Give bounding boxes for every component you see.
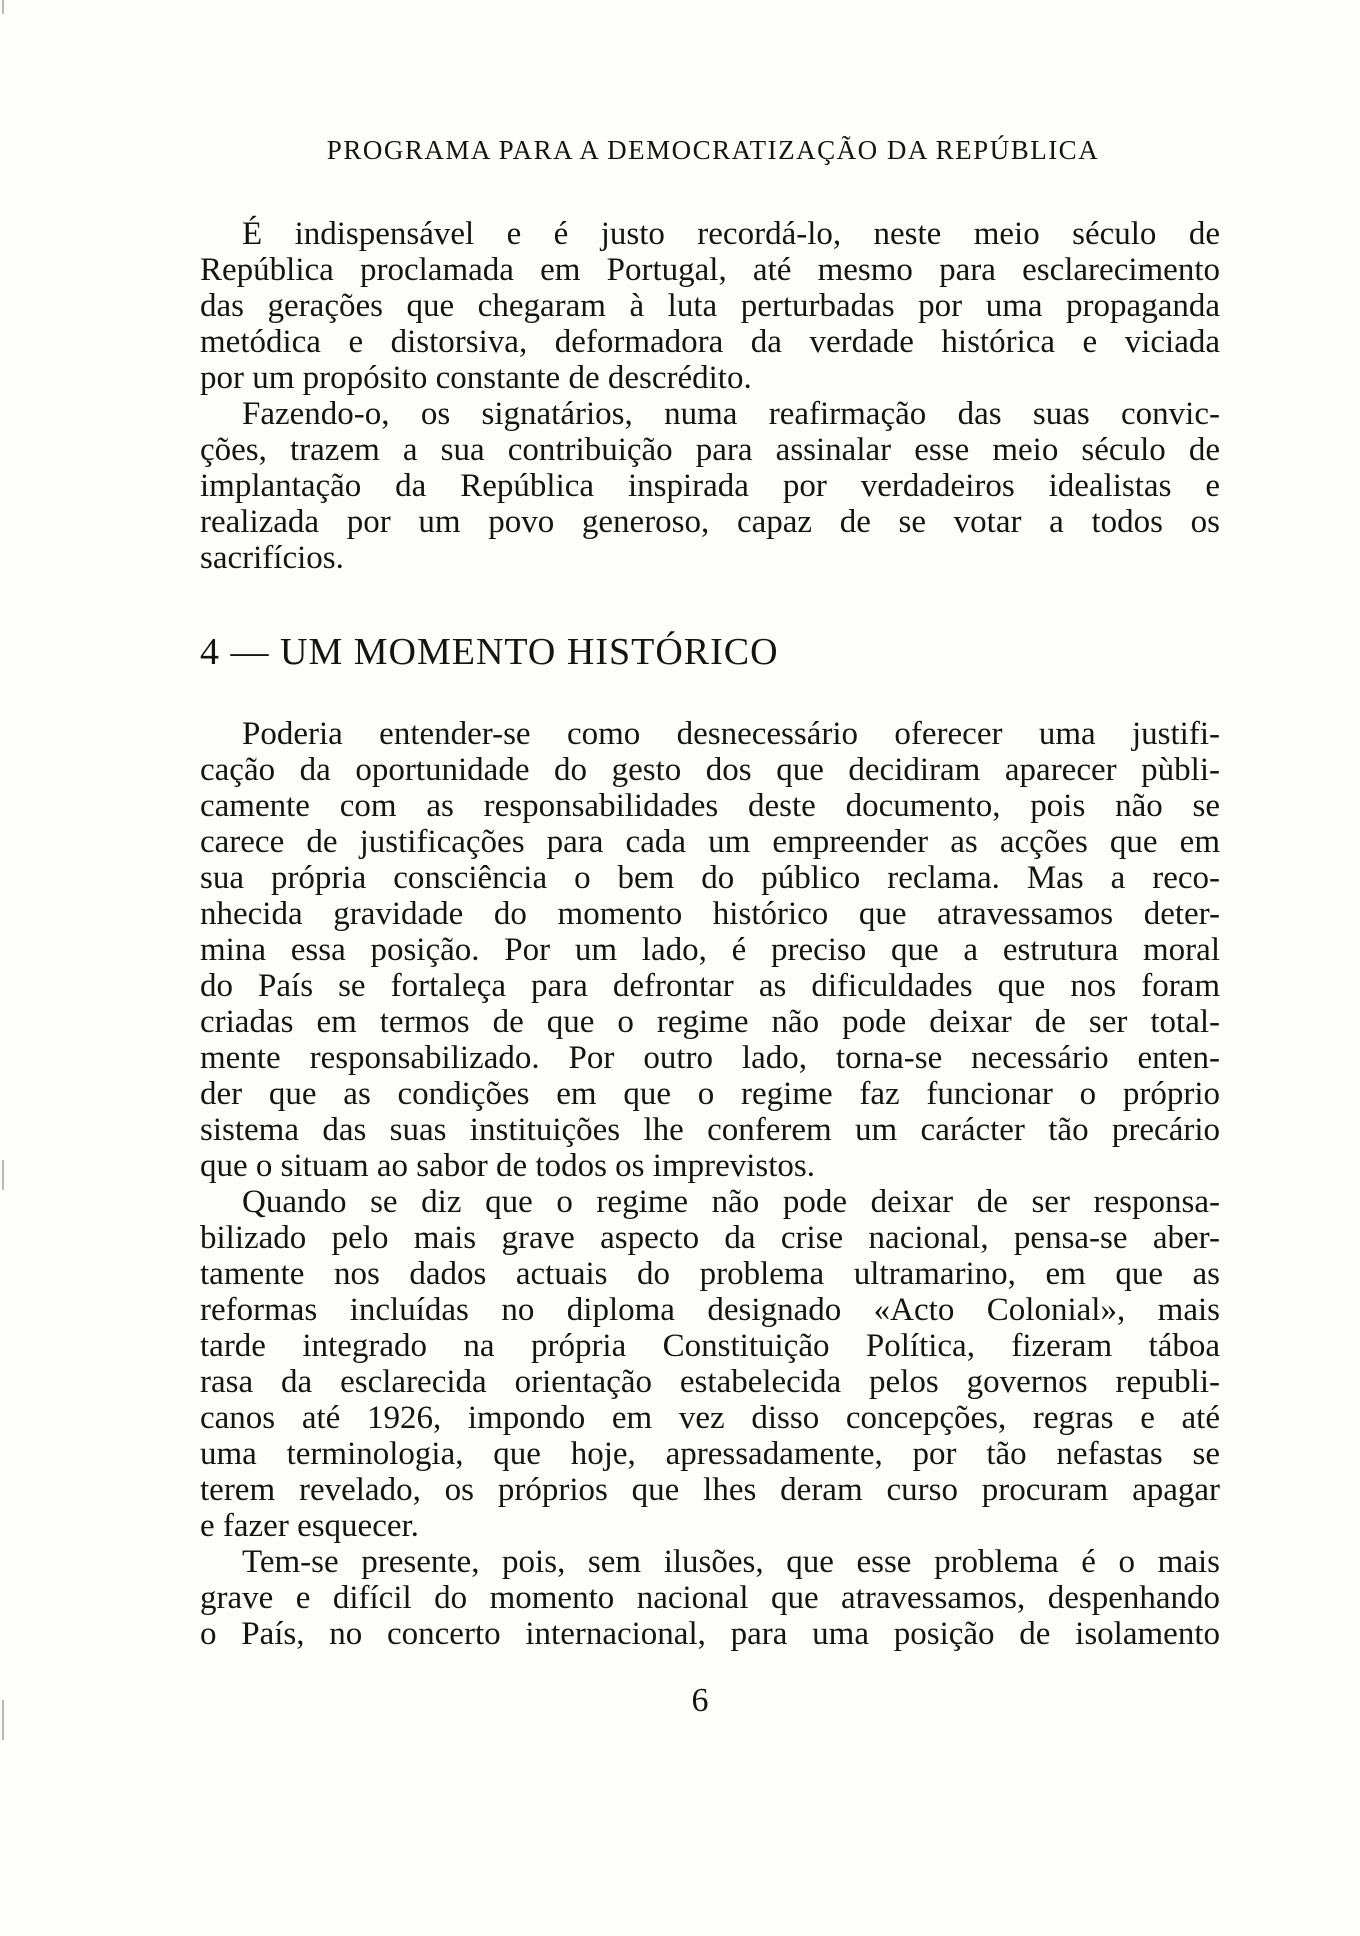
text-line: Tem-se presente, pois, sem ilusões, que esse problema é o mais [242, 1544, 1220, 1580]
scan-edge-mark [2, 1700, 4, 1740]
text-line: carece de justificações para cada um empreender as acções que em [200, 824, 1220, 860]
text-line: e fazer esquecer. [200, 1508, 419, 1544]
text-line: camente com as responsabilidades deste documento, pois não se [200, 788, 1220, 824]
text-line: criadas em termos de que o regime não pode deixar de ser total- [200, 1004, 1220, 1040]
text-line: República proclamada em Portugal, até mesmo para esclarecimento [200, 252, 1220, 288]
text-line: Poderia entender-se como desnecessário oferecer uma justifi- [242, 716, 1220, 752]
page-number: 6 [691, 1682, 709, 1719]
text-line: nhecida gravidade do momento histórico que atravessamos deter- [200, 896, 1220, 932]
text-line: ções, trazem a sua contribuição para assinalar esse meio século de [200, 432, 1220, 468]
text-line: das gerações que chegaram à luta perturbadas por uma propaganda [200, 288, 1220, 324]
text-line: implantação da República inspirada por verdadeiros idealistas e [200, 468, 1220, 504]
text-line: metódica e distorsiva, deformadora da verdade histórica e viciada [200, 324, 1220, 360]
text-line: mente responsabilizado. Por outro lado, torna-se necessário enten- [200, 1040, 1220, 1076]
text-line: mina essa posição. Por um lado, é preciso que a estrutura moral [200, 932, 1220, 968]
text-line: o País, no concerto internacional, para uma posição de isolamento [200, 1616, 1220, 1652]
running-head: PROGRAMA PARA A DEMOCRATIZAÇÃO DA REPÚBLICA [326, 135, 1100, 165]
text-line: canos até 1926, impondo em vez disso concepções, regras e até [200, 1400, 1220, 1436]
text-line: grave e difícil do momento nacional que atravessamos, despenhando [200, 1580, 1220, 1616]
text-line: terem revelado, os próprios que lhes deram curso procuram apagar [200, 1472, 1220, 1508]
text-line: realizada por um povo generoso, capaz de se votar a todos os [200, 504, 1220, 540]
text-line: do País se fortaleça para defrontar as dificuldades que nos foram [200, 968, 1220, 1004]
text-line: reformas incluídas no diploma designado «Acto Colonial», mais [200, 1292, 1220, 1328]
text-line: Fazendo-o, os signatários, numa reafirmação das suas convic- [242, 396, 1220, 432]
text-line: É indispensável e é justo recordá-lo, neste meio século de [242, 216, 1220, 252]
text-line: rasa da esclarecida orientação estabelecida pelos governos republi- [200, 1364, 1220, 1400]
scan-edge-mark [2, 1160, 4, 1190]
scan-edge-mark [2, 0, 4, 14]
text-line: por um propósito constante de descrédito. [200, 360, 752, 396]
text-line: bilizado pelo mais grave aspecto da crise nacional, pensa-se aber- [200, 1220, 1220, 1256]
text-line: uma terminologia, que hoje, apressadamente, por tão nefastas se [200, 1436, 1220, 1472]
text-line: tamente nos dados actuais do problema ultramarino, em que as [200, 1256, 1220, 1292]
text-line: que o situam ao sabor de todos os imprevistos. [200, 1148, 816, 1184]
text-line: der que as condições em que o regime faz funcionar o próprio [200, 1076, 1220, 1112]
text-line: cação da oportunidade do gesto dos que decidiram aparecer pùbli- [200, 752, 1220, 788]
text-line: sistema das suas instituições lhe conferem um carácter tão precário [200, 1112, 1220, 1148]
text-line: sua própria consciência o bem do público reclama. Mas a reco- [200, 860, 1220, 896]
text-line: tarde integrado na própria Constituição Política, fizeram táboa [200, 1328, 1220, 1364]
text-line: sacrifícios. [200, 540, 344, 576]
text-line: Quando se diz que o regime não pode deixar de ser responsa- [242, 1184, 1220, 1220]
section-heading: 4 — UM MOMENTO HISTÓRICO [200, 631, 779, 673]
